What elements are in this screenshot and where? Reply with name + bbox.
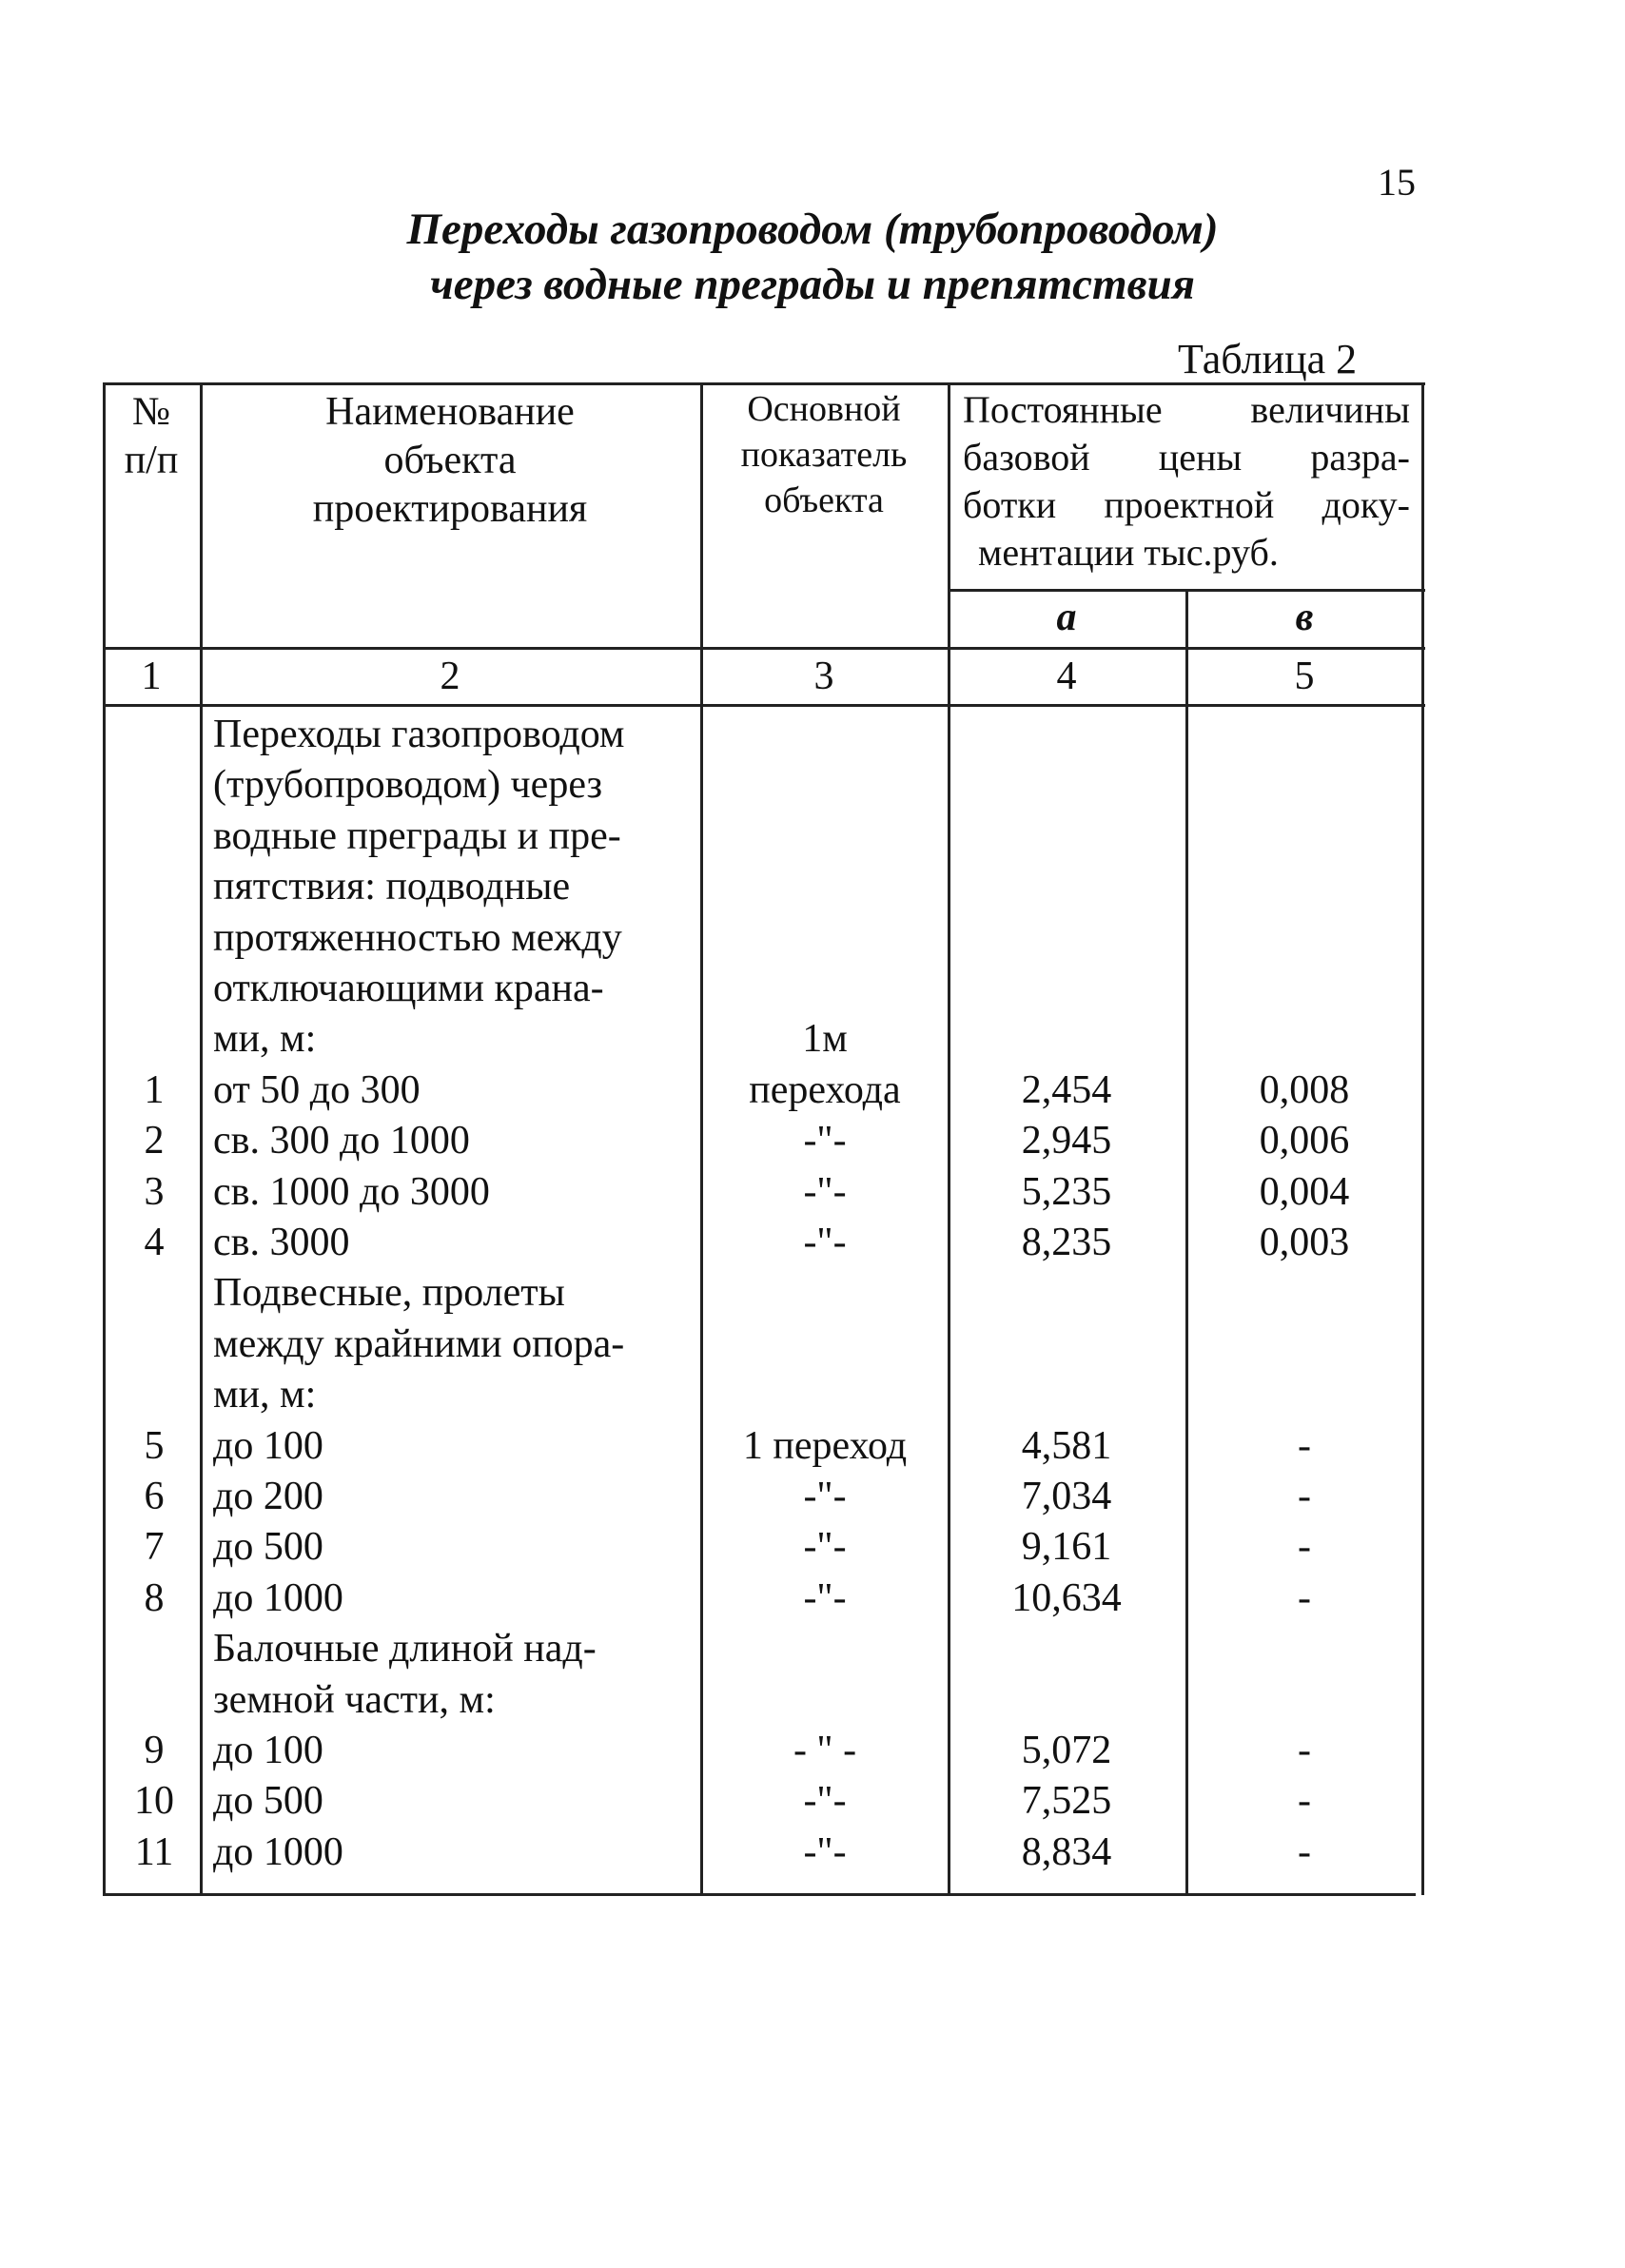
row-number: 3 <box>144 1169 165 1214</box>
table-row <box>103 862 1425 912</box>
row-indicator: -"- <box>803 1221 847 1264</box>
price-table <box>103 382 1425 1895</box>
row-indicator: 1м <box>802 1017 848 1062</box>
row-value-b: - <box>1298 1829 1311 1874</box>
row-value-b: 0,003 <box>1259 1221 1350 1264</box>
row-name: отключающими крана- <box>213 967 604 1010</box>
row-value-b: 0,008 <box>1259 1067 1350 1112</box>
row-value-b: - <box>1298 1525 1311 1570</box>
row-value-b: 0,004 <box>1259 1169 1350 1214</box>
table-bottom-border <box>103 1893 1416 1896</box>
table-label: Таблица 2 <box>1178 336 1358 382</box>
row-name: до 500 <box>213 1779 323 1824</box>
table-row <box>103 964 1425 1014</box>
col-number-5: 5 <box>1294 655 1315 698</box>
row-number: 7 <box>144 1525 165 1570</box>
row-name: земной части, м: <box>213 1677 496 1722</box>
row-number: 2 <box>144 1119 165 1163</box>
row-name: ми, м: <box>213 1373 317 1418</box>
row-name: (трубопроводом) через <box>213 763 603 808</box>
table-row <box>103 1675 1425 1726</box>
row-name: Переходы газопроводом <box>213 713 625 756</box>
table-row <box>103 913 1425 964</box>
row-name: до 100 <box>213 1423 323 1468</box>
table-row <box>103 1726 1425 1776</box>
table-row <box>103 1370 1425 1420</box>
row-value-b: - <box>1298 1729 1311 1772</box>
row-value-a: 9,161 <box>1021 1525 1112 1570</box>
row-value-a: 7,525 <box>1021 1779 1112 1824</box>
table-row <box>103 1472 1425 1522</box>
table-row <box>103 1066 1425 1116</box>
header-sub-a: а <box>1056 596 1077 639</box>
table-row <box>103 811 1425 862</box>
row-number: 10 <box>134 1779 174 1824</box>
col-number-1: 1 <box>141 655 162 698</box>
row-value-b: - <box>1298 1779 1311 1824</box>
col-number-4: 4 <box>1056 655 1077 698</box>
title-line-2: через водные преграды и препятствия <box>430 260 1195 309</box>
row-number: 11 <box>134 1829 174 1874</box>
row-name: пятствия: подводные <box>213 865 571 909</box>
row-name: св. 1000 до 3000 <box>213 1169 490 1214</box>
header-name: Наименование объекта проектирования <box>312 390 588 531</box>
table-row <box>103 1116 1425 1166</box>
table-row <box>103 1776 1425 1827</box>
row-name: св. 3000 <box>213 1221 350 1264</box>
table-row <box>103 760 1425 811</box>
row-number: 9 <box>144 1729 165 1772</box>
row-value-b: - <box>1298 1475 1311 1518</box>
table-row <box>103 1421 1425 1472</box>
row-number: 4 <box>144 1221 165 1264</box>
row-value-a: 2,454 <box>1021 1067 1112 1112</box>
header-indicator: Основной показатель объекта <box>740 389 908 520</box>
page-number: 15 <box>1378 161 1416 204</box>
row-indicator: перехода <box>749 1067 901 1112</box>
col-number-3: 3 <box>813 655 834 698</box>
row-name: до 100 <box>213 1729 323 1772</box>
header-base-price: Постоянные величины базовой цены разра- ботки проектной доку- ментации тыс.руб. <box>963 388 1410 574</box>
row-name: от 50 до 300 <box>213 1067 421 1112</box>
row-indicator: - " - <box>793 1729 857 1772</box>
row-indicator: -"- <box>803 1575 847 1620</box>
header-bottom-line <box>103 647 1425 650</box>
row-name: до 1000 <box>213 1829 343 1874</box>
row-indicator: -"- <box>803 1525 847 1570</box>
row-value-b: - <box>1298 1423 1311 1468</box>
table-row <box>103 1218 1425 1268</box>
row-value-a: 2,945 <box>1021 1119 1112 1163</box>
row-value-a: 8,834 <box>1021 1829 1112 1874</box>
title-line-1: Переходы газопроводом (трубопроводом) <box>406 205 1219 254</box>
row-value-a: 7,034 <box>1021 1475 1112 1518</box>
row-name: до 500 <box>213 1525 323 1570</box>
row-name: Подвесные, пролеты <box>213 1271 565 1316</box>
row-name: св. 300 до 1000 <box>213 1119 470 1163</box>
row-name: протяженностью между <box>213 915 622 960</box>
table-row <box>103 1574 1425 1624</box>
table-row <box>103 1268 1425 1319</box>
row-name: между крайними опора- <box>213 1321 625 1366</box>
table-row <box>103 1624 1425 1674</box>
row-value-a: 10,634 <box>1011 1575 1122 1620</box>
page-title <box>0 202 1625 312</box>
row-number: 5 <box>144 1423 165 1468</box>
table-row <box>103 710 1425 760</box>
row-indicator: -"- <box>803 1169 847 1214</box>
row-value-b: - <box>1298 1575 1311 1620</box>
row-number: 8 <box>144 1575 165 1620</box>
row-value-a: 5,235 <box>1021 1169 1112 1214</box>
numbers-bottom-line <box>103 704 1425 707</box>
row-name: Балочные длиной над- <box>213 1627 597 1672</box>
row-number: 6 <box>144 1475 165 1518</box>
row-indicator: 1 переход <box>742 1423 908 1468</box>
table-row <box>103 1828 1425 1878</box>
row-indicator: -"- <box>803 1475 847 1518</box>
row-indicator: -"- <box>803 1119 847 1163</box>
col-number-2: 2 <box>440 655 460 698</box>
header-sub-b: в <box>1295 596 1314 639</box>
row-name: до 1000 <box>213 1575 343 1620</box>
row-value-a: 8,235 <box>1021 1221 1112 1264</box>
row-number: 1 <box>144 1067 165 1112</box>
table-row <box>103 1014 1425 1065</box>
row-name: ми, м: <box>213 1017 317 1062</box>
table-row <box>103 1167 1425 1218</box>
row-name: до 200 <box>213 1475 323 1518</box>
table-row <box>103 1320 1425 1370</box>
row-value-b: 0,006 <box>1259 1119 1350 1163</box>
row-name: водные преграды и пре- <box>213 813 621 858</box>
table-top-border <box>103 382 1425 385</box>
row-value-a: 5,072 <box>1021 1729 1112 1772</box>
row-indicator: -"- <box>803 1829 847 1874</box>
row-value-a: 4,581 <box>1021 1423 1112 1468</box>
row-indicator: -"- <box>803 1779 847 1824</box>
header-number: № п/п <box>124 390 179 482</box>
table-row <box>103 1522 1425 1573</box>
